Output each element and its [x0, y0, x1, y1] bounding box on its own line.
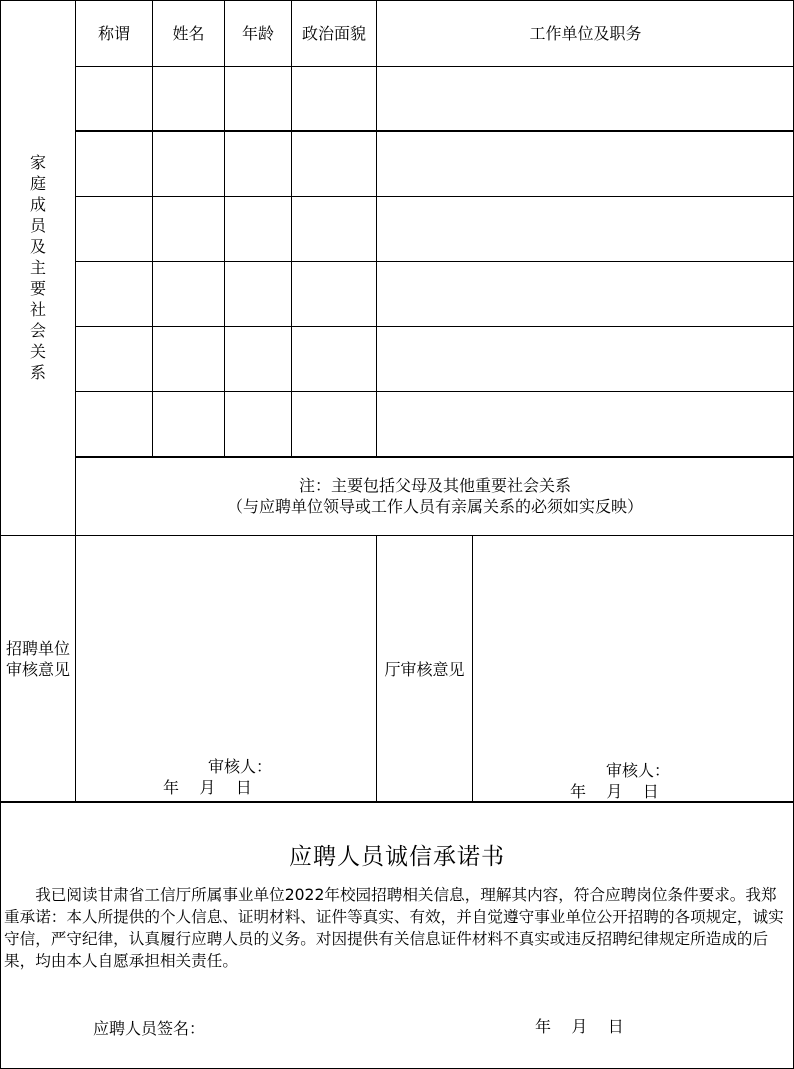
grid-line [75, 456, 794, 458]
left-review-date: 年 月 日 [163, 778, 252, 797]
grid-line [291, 0, 292, 457]
grid-line [75, 391, 794, 392]
grid-line [0, 801, 794, 803]
signature-date: 年 月 日 [535, 1017, 624, 1036]
grid-line [75, 130, 794, 132]
grid-line [75, 261, 794, 262]
grid-line [0, 535, 794, 536]
grid-line [75, 66, 794, 67]
unit-review-label: 招聘单位审核意见 [5, 639, 70, 679]
header-age: 年龄 [241, 24, 274, 43]
family-note-line2: （与应聘单位领导或工作人员有亲属关系的必须如实反映） [226, 497, 643, 516]
grid-line [224, 0, 225, 457]
grid-line [472, 535, 473, 802]
header-name: 姓名 [172, 24, 205, 43]
header-appellation: 称谓 [97, 24, 130, 43]
right-review-date: 年 月 日 [570, 782, 659, 801]
family-note-line1: 注：主要包括父母及其他重要社会关系 [298, 476, 571, 495]
grid-line [75, 0, 76, 802]
pledge-body: 我已阅读甘肃省工信厅所属事业单位2022年校园招聘相关信息，理解其内容，符合应聘岗位条件要求。我郑重承诺：本人所提供的个人信息、证明材料、证件等真实、有效，并自觉遵守事业单位公开招聘的各项规定，诚实守信，严守纪律，认真履行应聘人员的义务。对因提供有关信息证件材料不真实或违反招聘纪律规定所造成的后果，均由本人自愿承担相关责任。 [4, 886, 784, 970]
family-side-label: 家庭成员及主要社会关系 [29, 153, 46, 382]
left-reviewer-label: 审核人： [208, 757, 273, 776]
grid-line [376, 0, 377, 457]
pledge-title: 应聘人员诚信承诺书 [289, 844, 505, 870]
dept-review-label: 厅审核意见 [384, 660, 465, 679]
grid-line [75, 196, 794, 197]
header-political-status: 政治面貌 [301, 24, 366, 43]
right-reviewer-label: 审核人： [606, 761, 671, 780]
grid-line [75, 326, 794, 327]
header-work-unit-position: 工作单位及职务 [529, 24, 642, 43]
grid-line [152, 0, 153, 457]
signature-label: 应聘人员签名： [93, 1019, 206, 1038]
